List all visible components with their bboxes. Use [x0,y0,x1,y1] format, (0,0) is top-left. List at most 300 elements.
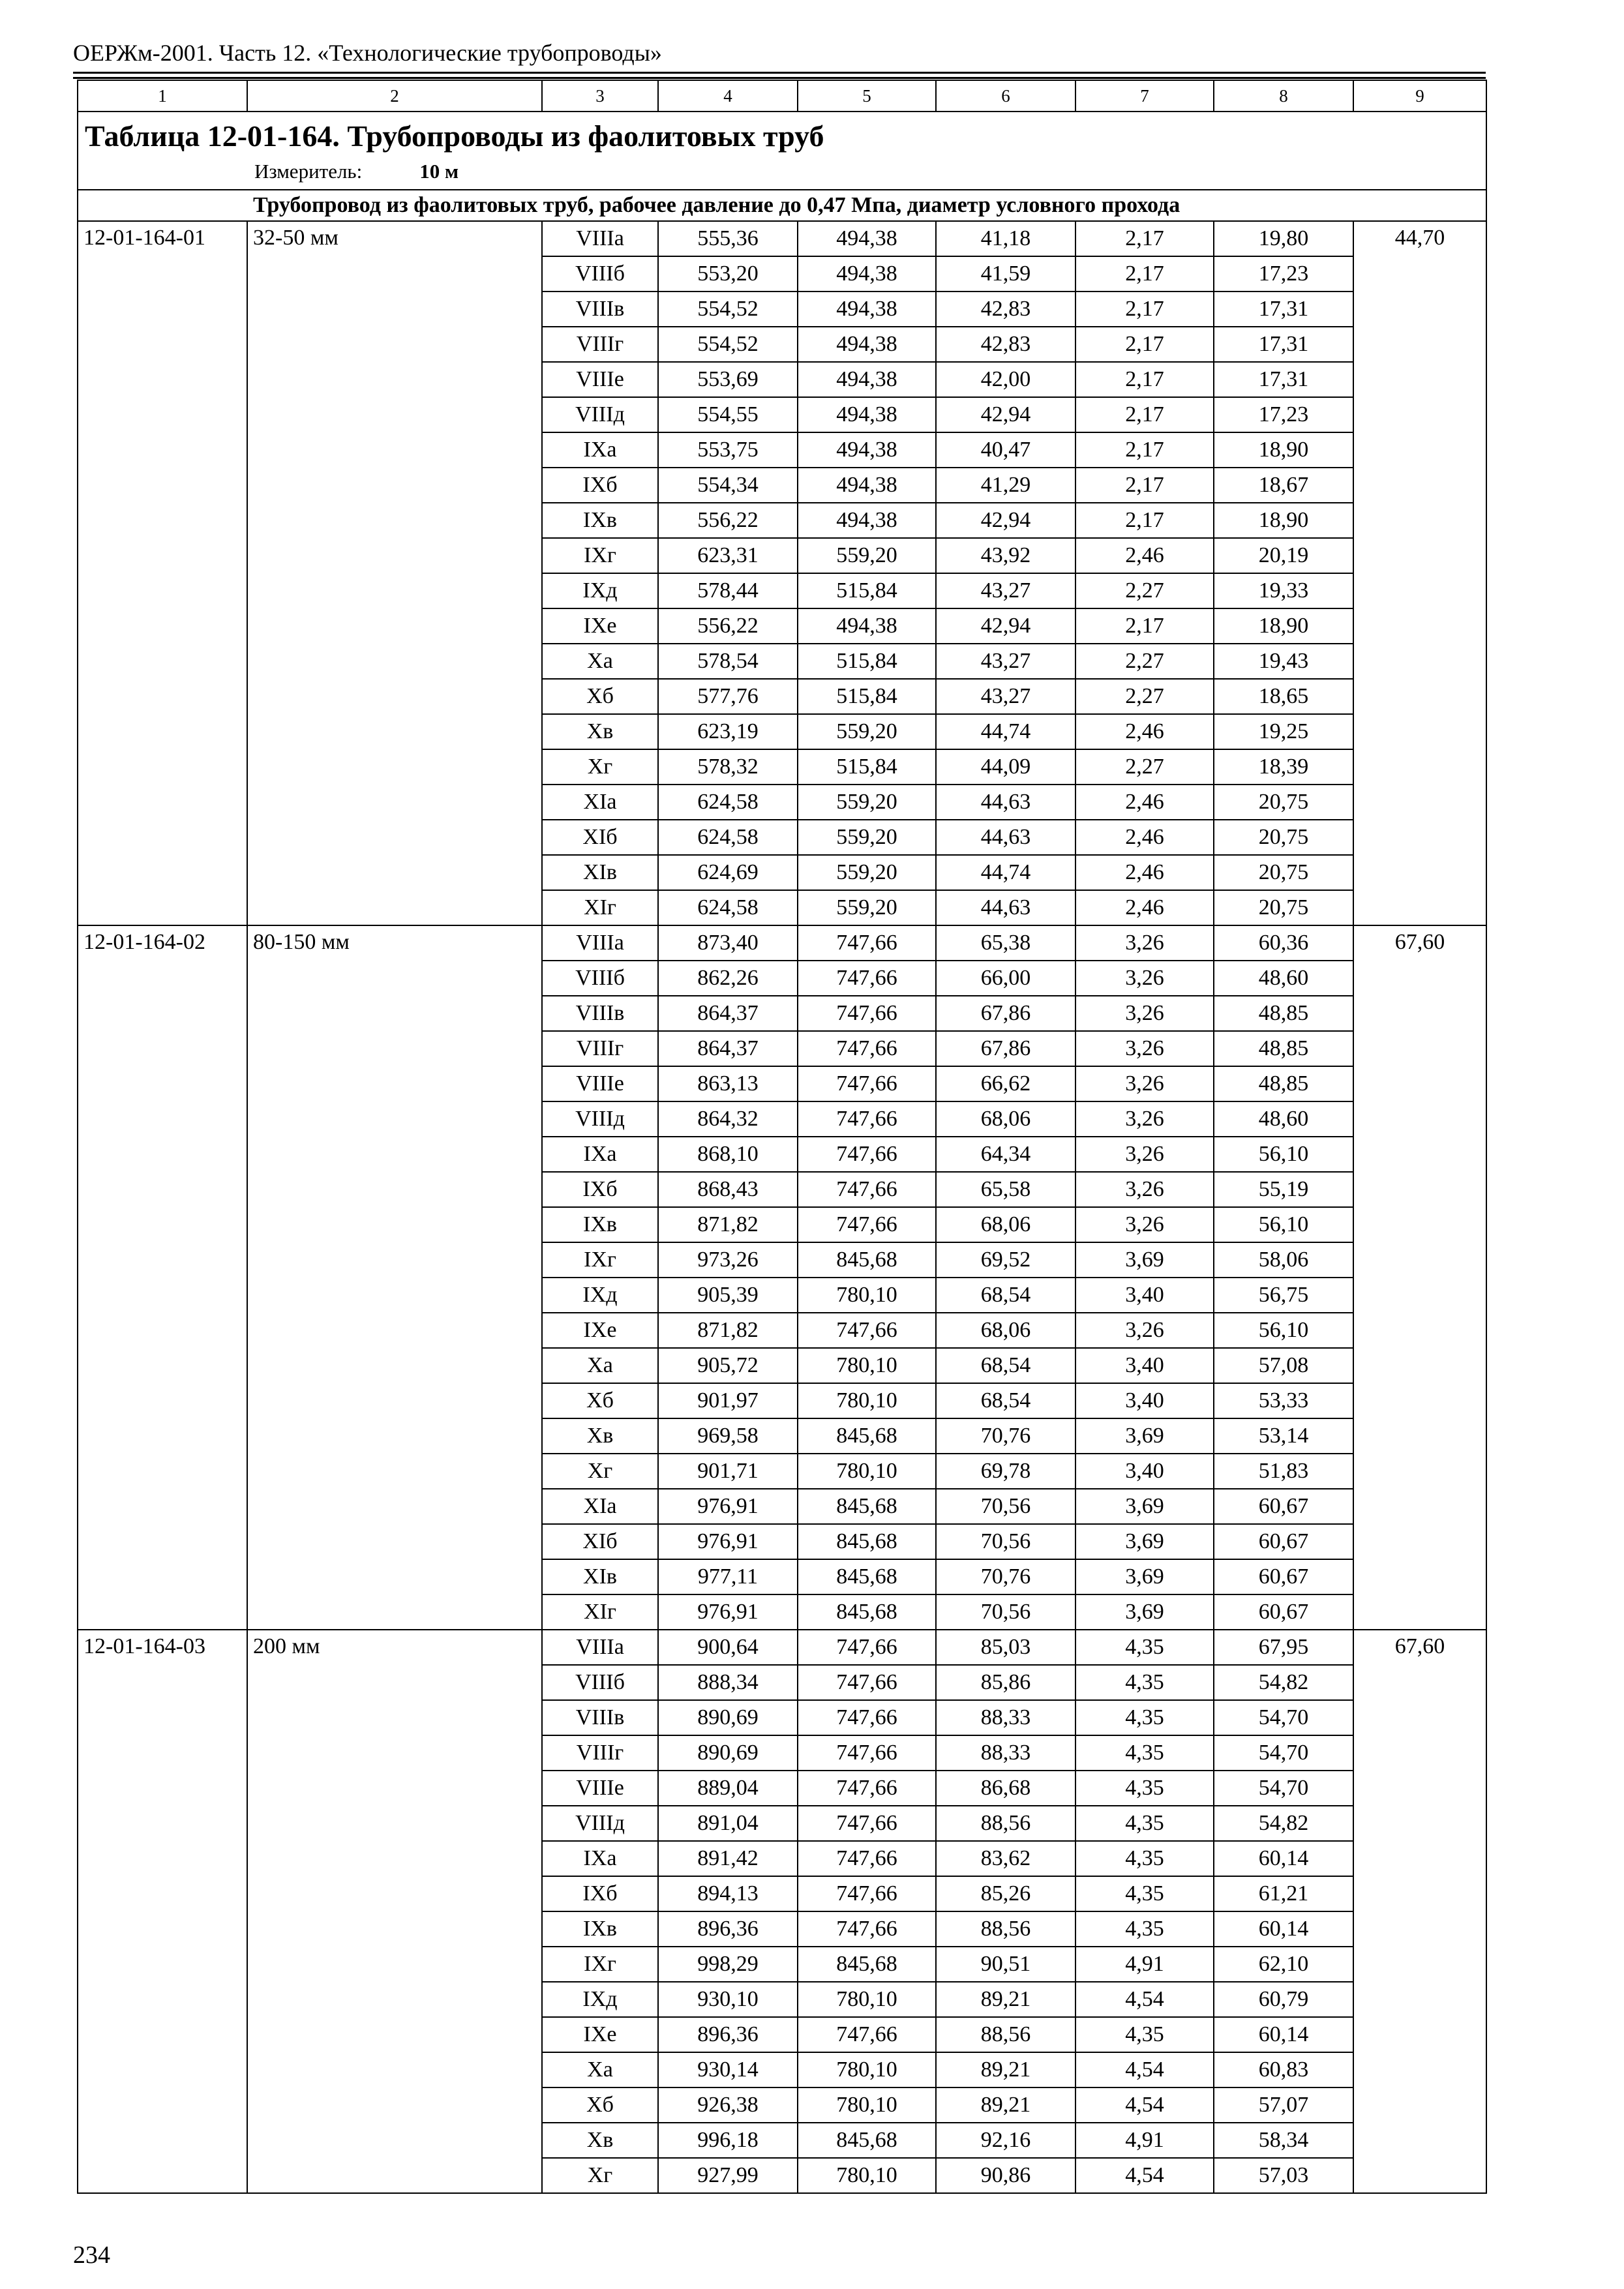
zone-code: Xг [542,1454,658,1489]
zone-code: IXв [542,503,658,538]
value-cell: 747,66 [798,1207,936,1242]
value-cell: 60,79 [1214,1982,1353,2017]
zone-code: Xб [542,1383,658,1418]
value-cell: 54,70 [1214,1735,1353,1771]
measure-row [85,157,1478,187]
zone-code: Xа [542,644,658,679]
value-cell: 61,21 [1214,1876,1353,1911]
value-cell: 2,17 [1075,362,1214,397]
value-cell: 92,16 [936,2123,1075,2158]
value-cell: 976,91 [658,1594,798,1630]
value-cell: 20,75 [1214,820,1353,855]
value-cell: 65,58 [936,1172,1075,1207]
value-cell: 554,52 [658,292,798,327]
value-cell: 864,32 [658,1101,798,1137]
value-cell: 998,29 [658,1947,798,1982]
value-cell: 930,10 [658,1982,798,2017]
value-cell: 559,20 [798,820,936,855]
value-cell: 747,66 [798,1771,936,1806]
value-cell: 624,69 [658,855,798,890]
value-cell: 3,26 [1075,1137,1214,1172]
value-cell: 67,86 [936,996,1075,1031]
value-cell: 64,34 [936,1137,1075,1172]
value-cell: 871,82 [658,1313,798,1348]
value-cell: 20,75 [1214,855,1353,890]
value-cell: 554,34 [658,468,798,503]
value-cell: 19,80 [1214,221,1353,256]
value-cell: 873,40 [658,925,798,961]
value-cell: 44,63 [936,785,1075,820]
value-cell: 747,66 [798,2017,936,2052]
pipe-diameter: 200 мм [247,1630,542,2193]
value-cell: 4,35 [1075,1806,1214,1841]
value-cell: 18,39 [1214,749,1353,785]
value-cell: 4,35 [1075,1735,1214,1771]
value-cell: 901,71 [658,1454,798,1489]
value-cell: 2,17 [1075,608,1214,644]
value-cell: 85,86 [936,1665,1075,1700]
value-cell: 553,20 [658,256,798,292]
value-cell: 18,65 [1214,679,1353,714]
value-cell: 17,23 [1214,256,1353,292]
value-cell: 55,19 [1214,1172,1353,1207]
value-cell: 83,62 [936,1841,1075,1876]
value-cell: 624,58 [658,785,798,820]
value-cell: 976,91 [658,1489,798,1524]
value-cell: 88,56 [936,1806,1075,1841]
zone-code: Xв [542,714,658,749]
value-cell: 494,38 [798,362,936,397]
value-cell: 60,14 [1214,2017,1353,2052]
value-cell: 20,75 [1214,785,1353,820]
value-cell: 3,69 [1075,1594,1214,1630]
value-cell: 4,54 [1075,2052,1214,2087]
table-title: Таблица 12-01-164. Трубопроводы из фаолитовых труб [85,119,824,153]
value-cell: 4,35 [1075,1700,1214,1735]
value-cell: 900,64 [658,1630,798,1665]
value-cell: 89,21 [936,2052,1075,2087]
zone-code: IXг [542,1242,658,1278]
value-cell: 891,04 [658,1806,798,1841]
value-cell: 17,31 [1214,292,1353,327]
value-cell: 2,27 [1075,749,1214,785]
value-cell: 54,70 [1214,1700,1353,1735]
value-cell: 44,63 [936,820,1075,855]
value-cell: 4,35 [1075,2017,1214,2052]
value-cell: 891,42 [658,1841,798,1876]
zone-code: Xа [542,1348,658,1383]
value-cell: 4,54 [1075,2087,1214,2123]
zone-code: IXа [542,432,658,468]
value-cell: 3,26 [1075,1172,1214,1207]
value-cell: 559,20 [798,714,936,749]
pipe-diameter: 80-150 мм [247,925,542,1630]
value-cell: 70,56 [936,1594,1075,1630]
value-cell: 18,90 [1214,503,1353,538]
zone-code: VIIIа [542,1630,658,1665]
value-cell: 845,68 [798,1242,936,1278]
column-number: 3 [542,80,658,112]
value-cell: 56,10 [1214,1137,1353,1172]
value-cell: 42,83 [936,327,1075,362]
value-cell: 554,52 [658,327,798,362]
value-cell: 69,52 [936,1242,1075,1278]
value-cell: 577,76 [658,679,798,714]
value-cell: 888,34 [658,1665,798,1700]
value-cell: 57,07 [1214,2087,1353,2123]
section-row [78,190,1486,221]
value-cell: 3,69 [1075,1559,1214,1594]
zone-code: Xв [542,2123,658,2158]
column-number: 2 [247,80,542,112]
zone-code: XIг [542,1594,658,1630]
zone-code: IXв [542,1207,658,1242]
header-rule-top [73,72,1486,74]
value-cell: 58,34 [1214,2123,1353,2158]
value-cell: 559,20 [798,785,936,820]
value-cell: 3,26 [1075,1207,1214,1242]
value-cell: 2,46 [1075,714,1214,749]
value-cell: 53,14 [1214,1418,1353,1454]
zone-code: Xа [542,2052,658,2087]
zone-code: Xв [542,1418,658,1454]
value-cell: 747,66 [798,1700,936,1735]
zone-code: IXа [542,1841,658,1876]
value-cell: 19,33 [1214,573,1353,608]
value-cell: 66,00 [936,961,1075,996]
value-cell: 896,36 [658,2017,798,2052]
zone-code: VIIIд [542,397,658,432]
value-cell: 747,66 [798,1806,936,1841]
zone-code: VIIIг [542,327,658,362]
value-cell: 977,11 [658,1559,798,1594]
value-cell: 68,54 [936,1278,1075,1313]
value-cell: 3,26 [1075,1101,1214,1137]
value-cell: 905,72 [658,1348,798,1383]
value-cell: 862,26 [658,961,798,996]
value-cell: 42,94 [936,503,1075,538]
value-cell: 65,38 [936,925,1075,961]
value-cell: 18,90 [1214,432,1353,468]
zone-code: XIв [542,1559,658,1594]
value-cell: 42,94 [936,608,1075,644]
value-cell: 4,54 [1075,2158,1214,2193]
value-cell: 4,35 [1075,1841,1214,1876]
value-cell: 926,38 [658,2087,798,2123]
value-cell: 18,67 [1214,468,1353,503]
zone-code: VIIIа [542,221,658,256]
column-number: 1 [78,80,247,112]
zone-code: IXб [542,1876,658,1911]
value-cell: 3,69 [1075,1524,1214,1559]
value-cell: 60,14 [1214,1841,1353,1876]
value-cell: 4,54 [1075,1982,1214,2017]
zone-code: XIа [542,785,658,820]
value-cell: 69,78 [936,1454,1075,1489]
norm-code: 12-01-164-03 [78,1630,247,2193]
norm-code: 12-01-164-01 [78,221,247,925]
value-cell: 2,17 [1075,468,1214,503]
value-cell: 556,22 [658,608,798,644]
value-cell: 17,31 [1214,362,1353,397]
value-cell: 747,66 [798,1876,936,1911]
zone-code: IXб [542,1172,658,1207]
value-cell: 86,68 [936,1771,1075,1806]
value-cell: 494,38 [798,503,936,538]
measure-value: 10 м [419,160,459,183]
zone-code: VIIIе [542,1771,658,1806]
value-cell: 90,51 [936,1947,1075,1982]
zone-code: VIIIг [542,1031,658,1066]
value-cell: 42,94 [936,397,1075,432]
value-cell: 66,62 [936,1066,1075,1101]
value-cell: 747,66 [798,925,936,961]
value-cell: 89,21 [936,1982,1075,2017]
value-cell: 2,27 [1075,573,1214,608]
table-row [78,221,1486,256]
value-cell: 88,33 [936,1735,1075,1771]
column-number: 9 [1353,80,1486,112]
value-cell: 88,56 [936,2017,1075,2052]
column9-value: 44,70 [1353,221,1486,925]
value-cell: 70,56 [936,1489,1075,1524]
value-cell: 54,70 [1214,1771,1353,1806]
measure-label: Измеритель: [254,160,363,183]
value-cell: 494,38 [798,432,936,468]
zone-code: XIа [542,1489,658,1524]
value-cell: 559,20 [798,538,936,573]
value-cell: 4,91 [1075,2123,1214,2158]
value-cell: 2,46 [1075,785,1214,820]
value-cell: 973,26 [658,1242,798,1278]
value-cell: 60,67 [1214,1594,1353,1630]
value-cell: 747,66 [798,1313,936,1348]
value-cell: 2,46 [1075,538,1214,573]
value-cell: 896,36 [658,1911,798,1947]
value-cell: 780,10 [798,2052,936,2087]
value-cell: 555,36 [658,221,798,256]
value-cell: 747,66 [798,1735,936,1771]
zone-code: IXг [542,1947,658,1982]
value-cell: 845,68 [798,2123,936,2158]
value-cell: 578,32 [658,749,798,785]
value-cell: 747,66 [798,1066,936,1101]
zone-code: IXд [542,1982,658,2017]
value-cell: 515,84 [798,573,936,608]
value-cell: 89,21 [936,2087,1075,2123]
value-cell: 868,10 [658,1137,798,1172]
zone-code: VIIIв [542,1700,658,1735]
zone-code: IXа [542,1137,658,1172]
column9-value: 67,60 [1353,925,1486,1630]
value-cell: 4,35 [1075,1630,1214,1665]
title-row [78,112,1486,190]
value-cell: 494,38 [798,608,936,644]
value-cell: 2,17 [1075,327,1214,362]
value-cell: 890,69 [658,1735,798,1771]
value-cell: 845,68 [798,1559,936,1594]
value-cell: 976,91 [658,1524,798,1559]
value-cell: 48,85 [1214,1031,1353,1066]
value-cell: 85,26 [936,1876,1075,1911]
value-cell: 67,86 [936,1031,1075,1066]
value-cell: 515,84 [798,679,936,714]
value-cell: 780,10 [798,2087,936,2123]
value-cell: 494,38 [798,327,936,362]
zone-code: IXг [542,538,658,573]
value-cell: 845,68 [798,1418,936,1454]
value-cell: 44,74 [936,714,1075,749]
value-cell: 578,44 [658,573,798,608]
value-cell: 60,83 [1214,2052,1353,2087]
value-cell: 894,13 [658,1876,798,1911]
value-cell: 780,10 [798,1348,936,1383]
value-cell: 780,10 [798,1383,936,1418]
value-cell: 863,13 [658,1066,798,1101]
pipe-diameter: 32-50 мм [247,221,542,925]
value-cell: 88,56 [936,1911,1075,1947]
value-cell: 18,90 [1214,608,1353,644]
running-header: ОЕРЖм-2001. Часть 12. «Технологические трубопроводы» [73,40,662,66]
value-cell: 494,38 [798,256,936,292]
value-cell: 56,10 [1214,1313,1353,1348]
zone-code: XIв [542,855,658,890]
value-cell: 554,55 [658,397,798,432]
column-number-row [78,80,1486,112]
value-cell: 44,09 [936,749,1075,785]
value-cell: 43,92 [936,538,1075,573]
value-cell: 747,66 [798,1137,936,1172]
value-cell: 19,43 [1214,644,1353,679]
value-cell: 48,60 [1214,961,1353,996]
value-cell: 747,66 [798,961,936,996]
value-cell: 3,26 [1075,1031,1214,1066]
zone-code: VIIIв [542,292,658,327]
value-cell: 553,75 [658,432,798,468]
value-cell: 515,84 [798,644,936,679]
value-cell: 494,38 [798,292,936,327]
zone-code: VIIIа [542,925,658,961]
value-cell: 57,03 [1214,2158,1353,2193]
value-cell: 905,39 [658,1278,798,1313]
value-cell: 68,06 [936,1207,1075,1242]
value-cell: 40,47 [936,432,1075,468]
value-cell: 68,06 [936,1313,1075,1348]
value-cell: 20,75 [1214,890,1353,925]
value-cell: 85,03 [936,1630,1075,1665]
title-cell [78,112,1486,190]
value-cell: 889,04 [658,1771,798,1806]
value-cell: 4,35 [1075,1876,1214,1911]
value-cell: 56,10 [1214,1207,1353,1242]
column-number: 6 [936,80,1075,112]
value-cell: 864,37 [658,996,798,1031]
header-rule-bottom [73,77,1486,79]
value-cell: 60,67 [1214,1559,1353,1594]
zone-code: VIIIб [542,256,658,292]
value-cell: 747,66 [798,1031,936,1066]
value-cell: 845,68 [798,1947,936,1982]
value-cell: 845,68 [798,1594,936,1630]
value-cell: 2,17 [1075,292,1214,327]
value-cell: 624,58 [658,890,798,925]
value-cell: 871,82 [658,1207,798,1242]
zone-code: VIIIб [542,1665,658,1700]
value-cell: 53,33 [1214,1383,1353,1418]
value-cell: 60,67 [1214,1489,1353,1524]
value-cell: 2,27 [1075,679,1214,714]
value-cell: 845,68 [798,1489,936,1524]
value-cell: 4,35 [1075,1911,1214,1947]
value-cell: 48,60 [1214,1101,1353,1137]
value-cell: 3,26 [1075,925,1214,961]
value-cell: 68,54 [936,1348,1075,1383]
value-cell: 2,27 [1075,644,1214,679]
value-cell: 4,91 [1075,1947,1214,1982]
value-cell: 780,10 [798,2158,936,2193]
value-cell: 48,85 [1214,1066,1353,1101]
value-cell: 3,26 [1075,996,1214,1031]
column-number: 5 [798,80,936,112]
value-cell: 624,58 [658,820,798,855]
value-cell: 2,17 [1075,397,1214,432]
zone-code: VIIIд [542,1101,658,1137]
value-cell: 51,83 [1214,1454,1353,1489]
value-cell: 70,56 [936,1524,1075,1559]
value-cell: 43,27 [936,573,1075,608]
value-cell: 60,14 [1214,1911,1353,1947]
value-cell: 43,27 [936,679,1075,714]
table-row [78,1630,1486,1665]
value-cell: 864,37 [658,1031,798,1066]
value-cell: 901,97 [658,1383,798,1418]
column-number: 8 [1214,80,1353,112]
zone-code: XIб [542,820,658,855]
zone-code: IXе [542,1313,658,1348]
value-cell: 3,69 [1075,1242,1214,1278]
value-cell: 3,26 [1075,961,1214,996]
column-number: 7 [1075,80,1214,112]
value-cell: 494,38 [798,468,936,503]
value-cell: 20,19 [1214,538,1353,573]
value-cell: 2,17 [1075,256,1214,292]
value-cell: 17,31 [1214,327,1353,362]
value-cell: 58,06 [1214,1242,1353,1278]
value-cell: 868,43 [658,1172,798,1207]
value-cell: 48,85 [1214,996,1353,1031]
value-cell: 67,95 [1214,1630,1353,1665]
zone-code: VIIIв [542,996,658,1031]
value-cell: 70,76 [936,1559,1075,1594]
value-cell: 3,40 [1075,1454,1214,1489]
value-cell: 747,66 [798,1911,936,1947]
value-cell: 927,99 [658,2158,798,2193]
value-cell: 62,10 [1214,1947,1353,1982]
column-number: 4 [658,80,798,112]
value-cell: 41,59 [936,256,1075,292]
value-cell: 2,17 [1075,503,1214,538]
value-cell: 90,86 [936,2158,1075,2193]
value-cell: 969,58 [658,1418,798,1454]
table-row [78,925,1486,961]
value-cell: 494,38 [798,397,936,432]
value-cell: 553,69 [658,362,798,397]
value-cell: 54,82 [1214,1806,1353,1841]
zone-code: XIг [542,890,658,925]
zone-code: Xг [542,749,658,785]
value-cell: 70,76 [936,1418,1075,1454]
value-cell: 2,46 [1075,890,1214,925]
